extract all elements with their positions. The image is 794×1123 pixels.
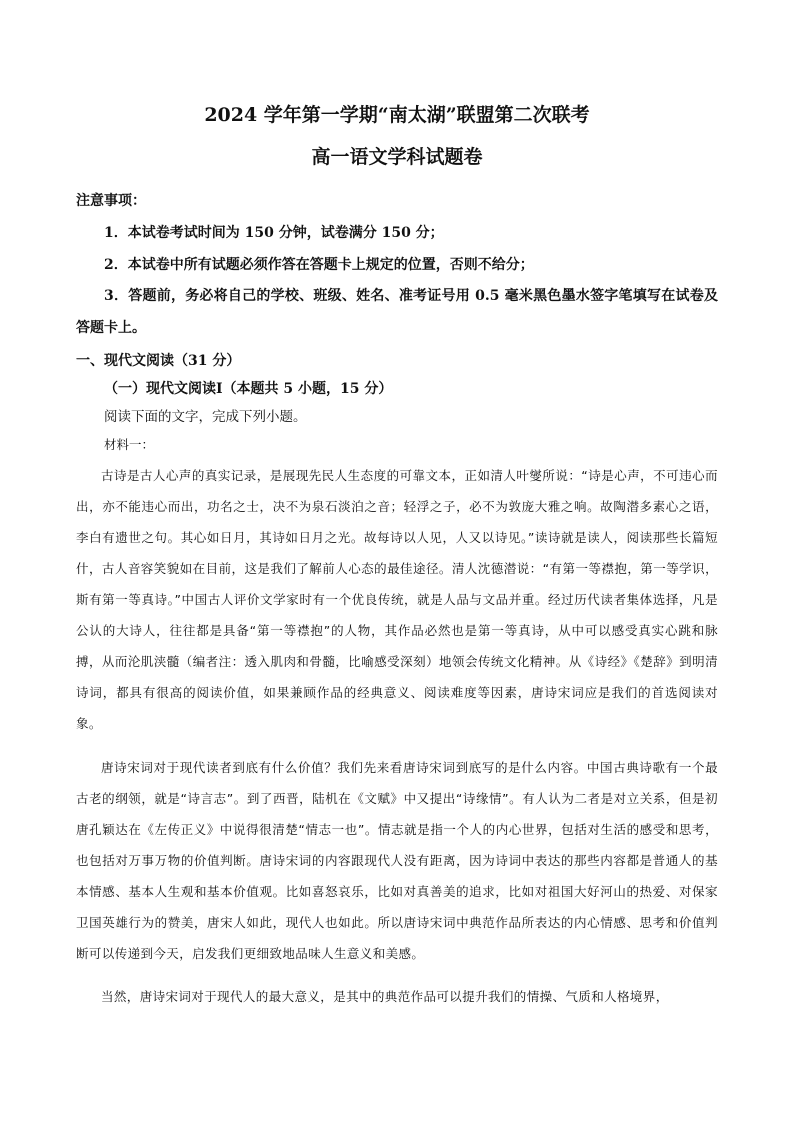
notice-item-3: 3．答题前，务必将自己的学校、班级、姓名、准考证号用 0.5 毫米黑色墨水签字笔填写在试卷及答题卡上。: [76, 288, 718, 336]
exam-title: 2024 学年第一学期“南太湖”联盟第二次联考: [204, 104, 590, 126]
material-label: 材料一：: [104, 437, 155, 452]
paragraph-3: 当然，唐诗宋词对于现代人的最大意义，是其中的典范作品可以提升我们的情操、气质和人格境界，: [101, 989, 669, 1004]
notice-item-2: 2．本试卷中所有试题必须作答在答题卡上规定的位置，否则不给分；: [104, 257, 534, 273]
subsection-title: （一）现代文阅读Ⅰ（本题共 5 小题，15 分）: [104, 381, 393, 397]
paragraph-2: 唐诗宋词对于现代读者到底有什么价值？我们先来看唐诗宋词到底写的是什么内容。中国古典诗歌有一个最古老的纲领，就是“诗言志”。到了西晋，陆机在《文赋》中又提出“诗缘情”。有人认为二者是对立关系，但是初唐孔颖达在《左传正义》中说得很清楚“情志一也”。情志就是指一个人的内心世界，包括对生活的感受和思考，也包括对万事万物的价值判断。唐诗宋词的内容跟现代人没有距离，因为诗词中表达的那些内容都是普通人的基本情感、基本人生观和基本价值观。比如喜怒哀乐，比如对真善美的追求，比如对祖国大好河山的热爱、对保家卫国英雄行为的赞美，唐宋人如此，现代人也如此。所以唐诗宋词中典范作品所表达的内心情感、思考和价值判断可以传递到今天，启发我们更细致地品味人生意义和美感。: [76, 759, 718, 961]
reading-instruction: 阅读下面的文字，完成下列小题。: [104, 409, 307, 425]
paragraph-1: 古诗是古人心声的真实记录，是展现先民人生态度的可靠文本，正如清人叶燮所说：“诗是心声，不可违心而出，亦不能违心而出，功名之士，决不为泉石淡泊之音；轻浮之子，必不为敦庞大雅之响。故陶潜多素心之语，李白有遗世之句。其心如日月，其诗如日月之光。故每诗以人见，人又以诗见。”读诗就是读人，阅读那些长篇短什，古人音容笑貌如在目前，这是我们了解前人心态的最佳途径。清人沈德潜说：“有第一等襟抱，第一等学识，斯有第一等真诗。”中国古人评价文学家时有一个优良传统，就是人品与文品并重。经过历代读者集体选择，凡是公认的大诗人，往往都是具备“第一等襟抱”的人物，其作品必然也是第一等真诗，从中可以感受真实心跳和脉搏，从而沦肌浃髓（编者注：透入肌肉和骨髓，比喻感受深刻）地领会传统文化精神。从《诗经》《楚辞》到明清诗词，都具有很高的阅读价值，如果兼顾作品的经典意义、阅读难度等因素，唐诗宋词应是我们的首选阅读对象。: [76, 468, 718, 731]
exam-subtitle: 高一语文学科试题卷: [311, 146, 483, 168]
section-title: 一、现代文阅读（31 分）: [76, 353, 241, 369]
notice-heading: 注意事项：: [76, 193, 146, 209]
notice-item-1: 1．本试卷考试时间为 150 分钟，试卷满分 150 分；: [104, 225, 444, 241]
